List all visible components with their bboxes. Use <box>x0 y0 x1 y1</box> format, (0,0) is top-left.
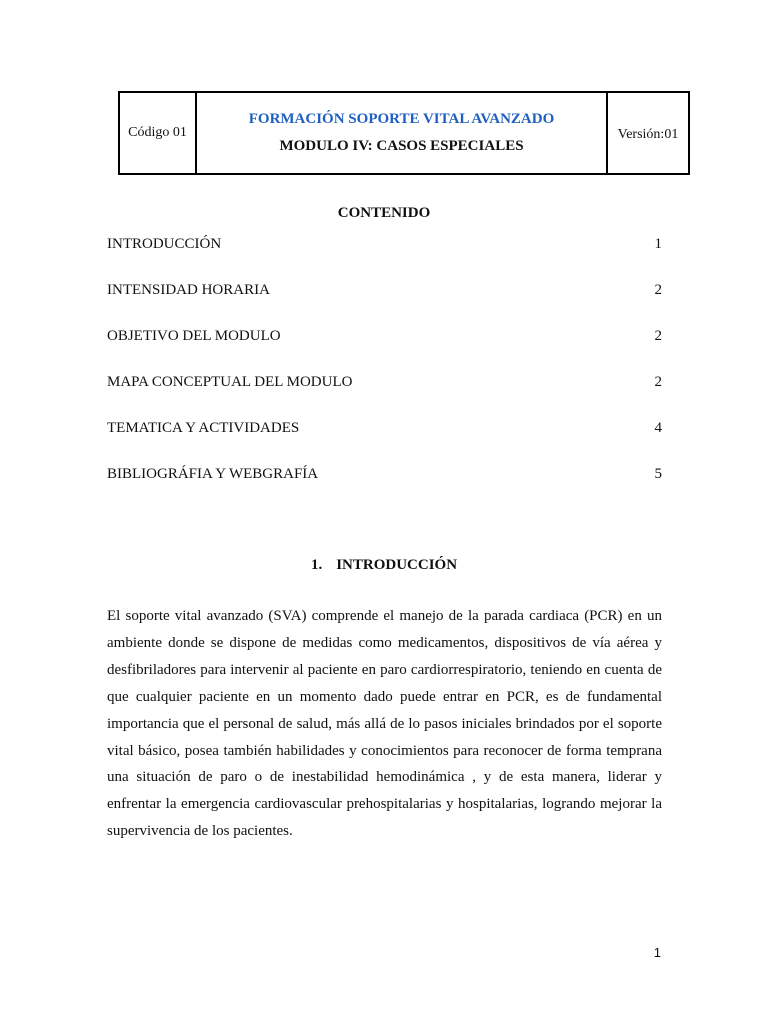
document-code: Código 01 <box>128 125 187 140</box>
document-header-table <box>118 91 690 175</box>
toc-item-page: 2 <box>654 282 662 298</box>
toc-item <box>107 373 662 419</box>
page-number: 1 <box>653 945 661 960</box>
toc-item <box>107 465 662 511</box>
toc-item-label: TEMATICA Y ACTIVIDADES <box>107 420 300 436</box>
toc-item-page: 2 <box>654 328 662 344</box>
toc-item-page: 2 <box>654 374 662 390</box>
toc-item-label: INTRODUCCIÓN <box>107 236 222 252</box>
section-heading <box>0 557 768 574</box>
document-title-cell <box>197 93 608 173</box>
document-module-title: MODULO IV: CASOS ESPECIALES <box>279 138 524 154</box>
toc-item-label: INTENSIDAD HORARIA <box>107 282 270 298</box>
toc-item-page: 5 <box>654 466 662 482</box>
toc-item <box>107 327 662 373</box>
introduction-paragraph: El soporte vital avanzado (SVA) comprende el manejo de la parada cardiaca (PCR) en un ambiente donde se dispone de medidas como medicamentos, dispositivos de vía aérea y desfibriladores para intervenir al paciente en paro cardiorrespiratorio, teniendo en cuenta de que cualquier paciente en un momento dado puede entrar en PCR, es de fundamental importancia que el personal de salud, más allá de lo pasos iniciales brindados por el soporte vital básico, posea también habilidades y conocimientos para reconocer de forma temprana una situación de paro o de inestabilidad hemodinámica , y de esta manera, liderar y enfrentar la emergencia cardiovascular prehospitalarias y hospitalarias, logrando mejorar la supervivencia de los pacientes. <box>107 608 662 840</box>
table-of-contents <box>107 235 662 511</box>
section-title: INTRODUCCIÓN <box>336 557 458 573</box>
toc-item-page: 4 <box>654 420 662 436</box>
toc-heading: CONTENIDO <box>337 205 431 221</box>
toc-item-page: 1 <box>654 236 662 252</box>
toc-item <box>107 281 662 327</box>
toc-item-label: BIBLIOGRÁFIA Y WEBGRAFÍA <box>107 466 319 482</box>
document-version-cell <box>608 93 688 173</box>
section-number: 1. <box>310 557 323 573</box>
toc-item <box>107 419 662 465</box>
toc-item-label: OBJETIVO DEL MODULO <box>107 328 281 344</box>
toc-item <box>107 235 662 281</box>
toc-item-label: MAPA CONCEPTUAL DEL MODULO <box>107 374 353 390</box>
document-version: Versión:01 <box>617 127 679 142</box>
document-code-cell <box>120 93 197 173</box>
document-title: FORMACIÓN SOPORTE VITAL AVANZADO <box>248 111 555 127</box>
